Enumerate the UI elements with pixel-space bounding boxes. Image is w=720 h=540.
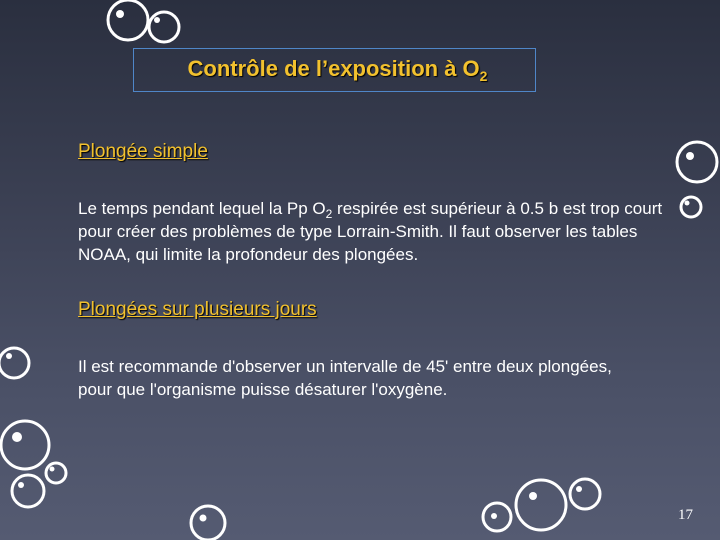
bubble-icon <box>191 506 225 540</box>
page-number: 17 <box>678 507 693 523</box>
bubble-icon <box>483 503 511 531</box>
section-paragraph-plongees-plusieurs-jours: Il est recommande d'observer un intervalle de 45' entre deux plongées, pour que l'organisme puisse désaturer l'oxygène. <box>78 357 612 399</box>
bubble-icon <box>46 463 66 483</box>
bubble-icon <box>677 142 717 182</box>
bubble-icon <box>516 480 566 530</box>
paragraph-subscript: 2 <box>325 207 333 221</box>
slide-title <box>188 56 488 84</box>
bubble-icon <box>0 348 29 378</box>
bubble-icon <box>1 421 49 469</box>
section-heading-plongees-plusieurs-jours: Plongées sur plusieurs jours <box>78 299 317 320</box>
bubble-icon <box>108 0 148 40</box>
title-box <box>133 48 536 92</box>
bubble-icon <box>570 479 600 509</box>
bubble-icon <box>149 12 179 42</box>
bubble-icon <box>681 197 701 217</box>
slide-title-subscript: 2 <box>479 68 488 84</box>
section-heading-plongee-simple: Plongée simple <box>78 141 208 162</box>
paragraph-text-after: respirée est supérieur à 0.5 b est trop court pour créer des problèmes de type Lorrain-Smith. Il faut observer les tables NOAA, qui limite la profondeur des plongées. <box>78 199 663 264</box>
bubble-icon <box>12 475 44 507</box>
paragraph-text-before: Le temps pendant lequel la Pp O <box>78 199 326 218</box>
slide-title-main: Contrôle de l’exposition à O <box>187 56 480 81</box>
section-paragraph-plongee-simple <box>78 197 678 266</box>
